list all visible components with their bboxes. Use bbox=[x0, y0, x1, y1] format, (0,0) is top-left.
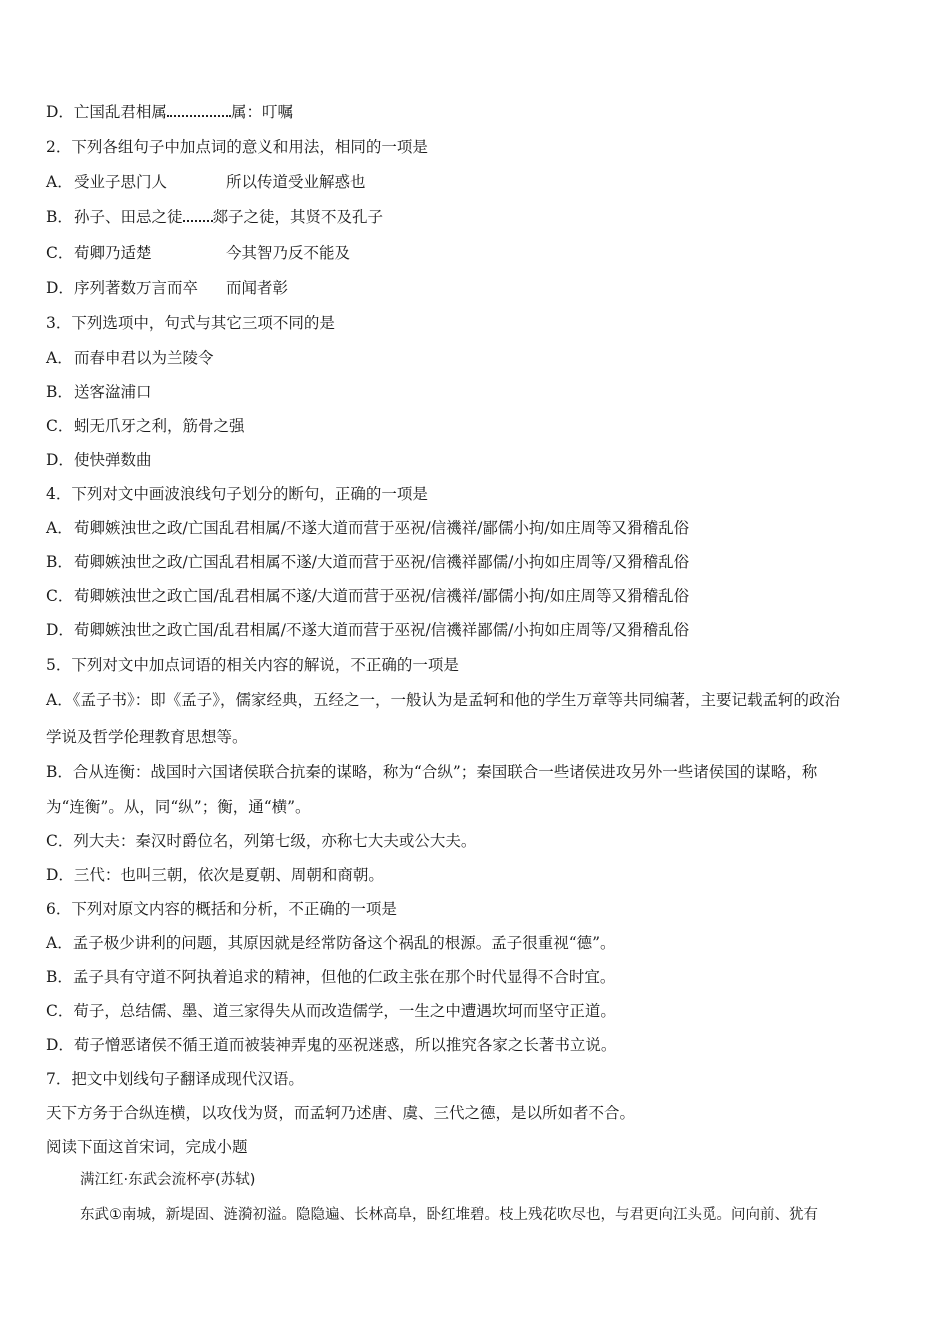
q1-option-d-note: 属：叮嘱 bbox=[230, 103, 293, 121]
q5-option-b-line2: 为“连衡”。从，同“纵”；衡，通“横”。 bbox=[46, 798, 311, 816]
option-right: 郯子之徒，其贤不及孔子 bbox=[212, 208, 384, 226]
q3-stem: 3．下列选项中，句式与其它三项不同的是 bbox=[46, 314, 335, 332]
q5-option-b-line1: B．合从连衡：战国时六国诸侯联合抗秦的谋略，称为“合纵”；秦国联合一些诸侯进攻另外一些诸侯国的谋略，称 bbox=[46, 763, 818, 781]
poem-line-1: 东武①南城，新堤固、涟漪初溢。隐隐遍、长林高阜，卧红堆碧。枝上残花吹尽也，与君更向江头觅。问向前、犹有 bbox=[80, 1207, 818, 1223]
q5-option-a-line2: 学说及哲学伦理教育思想等。 bbox=[46, 728, 248, 746]
dot-markers bbox=[167, 105, 231, 117]
q4-option-c bbox=[46, 586, 689, 606]
option-text: 荀卿嫉浊世之政亡国/乱君相属/不遂大道而营于巫祝/信禨祥鄙儒/小拘如庄周等/又猾稽乱俗 bbox=[74, 621, 690, 639]
q1-option-d-text: D．亡国乱君相属 bbox=[46, 103, 167, 121]
q2-stem: 2．下列各组句子中加点词的意义和用法，相同的一项是 bbox=[46, 138, 428, 156]
q5-stem: 5．下列对文中加点词语的相关内容的解说，不正确的一项是 bbox=[46, 656, 459, 674]
option-right: 今其智乃反不能及 bbox=[226, 244, 351, 262]
q6-option-a: A．孟子极少讲利的问题，其原因就是经常防备这个祸乱的根源。孟子很重视“德”。 bbox=[46, 934, 616, 952]
q4-option-a bbox=[46, 518, 689, 538]
option-label: C． bbox=[46, 417, 74, 435]
q4-option-b bbox=[46, 552, 689, 572]
option-left: 受业子思门人 bbox=[74, 173, 168, 191]
q5-option-a-line1: A．《孟子书》：即《孟子》，儒家经典，五经之一，一般认为是孟轲和他的学生万章等共同编著，主要记载孟轲的政治 bbox=[46, 691, 840, 709]
option-label: A． bbox=[46, 173, 73, 191]
option-label: C． bbox=[46, 244, 74, 262]
q2-option-a bbox=[46, 172, 366, 192]
option-right: 而闻者彰 bbox=[226, 279, 289, 297]
reading-intro: 阅读下面这首宋词，完成小题 bbox=[46, 1138, 248, 1156]
q4-option-d bbox=[46, 620, 689, 640]
q3-option-d bbox=[46, 450, 152, 470]
option-left: 孙子、田忌之徒 bbox=[74, 208, 183, 226]
option-text: 荀卿嫉浊世之政亡国/乱君相属不遂/大道而营于巫祝/信禨祥/鄙儒小拘/如庄周等又猾稽乱俗 bbox=[74, 587, 690, 605]
q7-sentence: 天下方务于合纵连横，以攻伐为贤，而孟轲乃述唐、虞、三代之德，是以所如者不合。 bbox=[46, 1104, 636, 1122]
option-label: B． bbox=[46, 553, 73, 571]
q1-option-d bbox=[46, 102, 293, 122]
q2-option-c bbox=[46, 243, 350, 263]
option-label: A． bbox=[46, 349, 73, 367]
q5-option-d: D．三代：也叫三朝，依次是夏朝、周朝和商朝。 bbox=[46, 866, 384, 884]
option-label: D． bbox=[46, 621, 74, 639]
option-text: 荀卿嫉浊世之政/亡国乱君相属/不遂大道而营于巫祝/信禨祥/鄙儒小拘/如庄周等又猾稽乱俗 bbox=[74, 519, 690, 537]
option-text: 而春申君以为兰陵令 bbox=[74, 349, 214, 367]
option-label: B． bbox=[46, 208, 73, 226]
option-right: 所以传道受业解惑也 bbox=[226, 173, 366, 191]
q3-option-c bbox=[46, 416, 245, 436]
q3-option-b bbox=[46, 382, 152, 402]
option-text: 使快弹数曲 bbox=[74, 451, 152, 469]
option-text: 蚓无爪牙之利，筋骨之强 bbox=[74, 417, 245, 435]
q2-option-d bbox=[46, 278, 288, 298]
option-label: C． bbox=[46, 587, 74, 605]
option-label: B． bbox=[46, 383, 73, 401]
option-text: 送客湓浦口 bbox=[74, 383, 152, 401]
q5-option-c: C．列大夫：秦汉时爵位名，列第七级，亦称七大夫或公大夫。 bbox=[46, 832, 477, 850]
q6-option-b: B．孟子具有守道不阿执着追求的精神，但他的仁政主张在那个时代显得不合时宜。 bbox=[46, 968, 616, 986]
option-label: A． bbox=[46, 519, 73, 537]
option-label: D． bbox=[46, 279, 74, 297]
option-left: 序列著数万言而卒 bbox=[74, 279, 199, 297]
q4-stem: 4．下列对文中画波浪线句子划分的断句，正确的一项是 bbox=[46, 485, 428, 503]
q7-stem: 7．把文中划线句子翻译成现代汉语。 bbox=[46, 1070, 304, 1088]
option-left: 荀卿乃适楚 bbox=[74, 244, 152, 262]
q6-stem: 6．下列对原文内容的概括和分析，不正确的一项是 bbox=[46, 900, 397, 918]
q6-option-d: D．荀子憎恶诸侯不循王道而被装神弄鬼的巫祝迷惑，所以推究各家之长著书立说。 bbox=[46, 1036, 617, 1054]
option-text: 荀卿嫉浊世之政/亡国乱君相属不遂/大道而营于巫祝/信禨祥鄙儒/小拘如庄周等/又猾稽乱俗 bbox=[74, 553, 690, 571]
option-label: D． bbox=[46, 451, 74, 469]
q6-option-c: C．荀子，总结儒、墨、道三家得失从而改造儒学，一生之中遭遇坎坷而坚守正道。 bbox=[46, 1002, 616, 1020]
q3-option-a bbox=[46, 348, 214, 368]
dot-markers bbox=[183, 210, 213, 222]
q2-option-b bbox=[46, 207, 383, 227]
poem-title: 满江红·东武会流杯亭(苏轼) bbox=[80, 1172, 256, 1188]
